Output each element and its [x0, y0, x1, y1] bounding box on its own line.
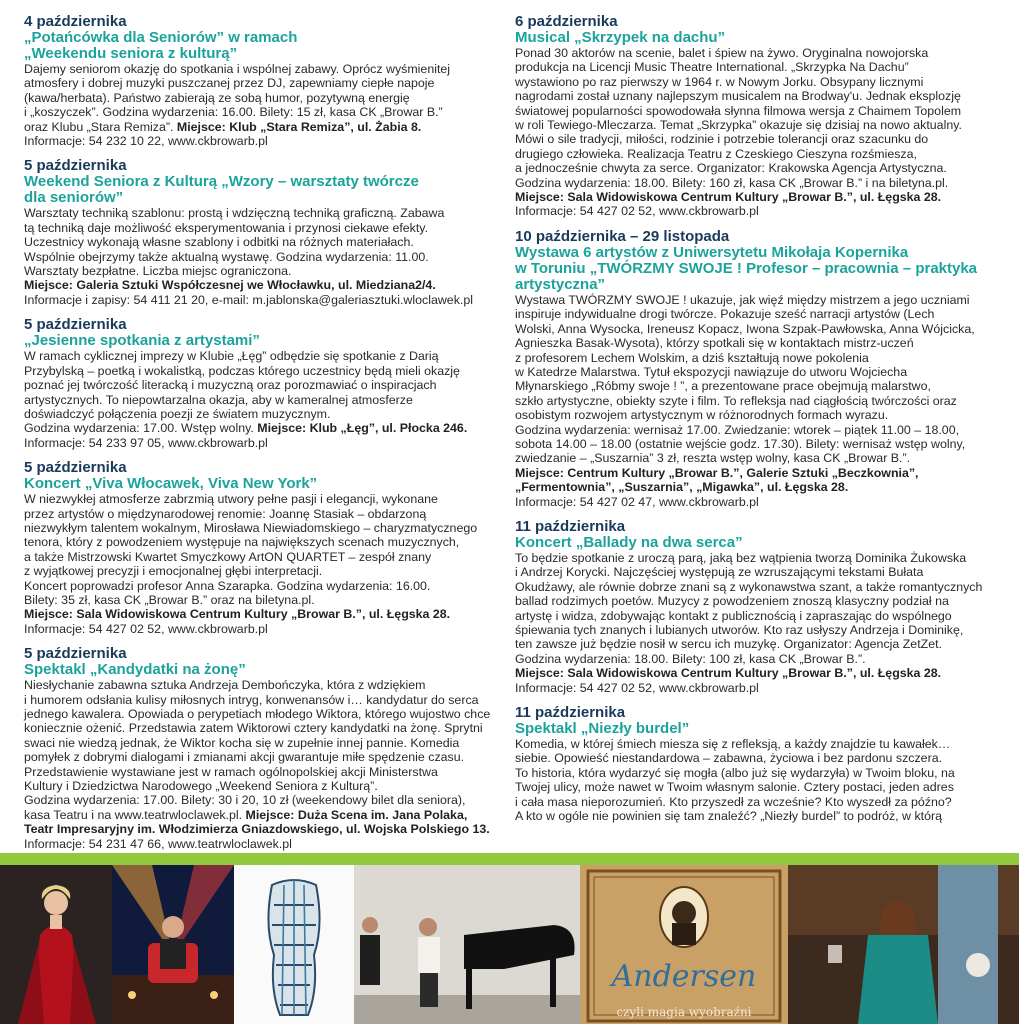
description-line: z profesorem Lechem Wolskim, a dziś kształtują nowe pokolenia [515, 350, 869, 365]
description-line: W ramach cyklicznej imprezy w Klubie „Łęg” odbędzie się spotkanie z Darią [24, 349, 439, 364]
event-date: 4 października [24, 13, 127, 30]
event-description [515, 551, 998, 695]
andersen-subtitle: czyli magia wyobraźni [616, 1005, 752, 1019]
photo-singer-red-dress [0, 865, 112, 1024]
event-place-line [24, 808, 494, 837]
description-line: niezwykłym talentem wokalnym, Mirosława Niewiadomskiego – charyzmatycznego [24, 520, 478, 535]
description-line: Przedstawienie wystawiane jest w ramach ogólnopolskiej akcji Ministerstwa [24, 764, 438, 779]
description-line: pomyłek z dobrymi dialogami i zmianami akcji gwarantuje miłe spędzenie czasu. [24, 750, 465, 765]
event-block [24, 14, 494, 148]
description-line: sobota 14.00 – 18.00 (ostatnie wejście godz. 17.30). Bilety: wernisaż wstęp wolny, [515, 436, 966, 451]
description-line: inspiruje indywidualne drogi twórcze. Pokazuje sześć narracji artystów (Lech [515, 307, 935, 322]
description-line: z wyjątkowej precyzji i emocjonalnej głębi interpretacji. [24, 564, 323, 579]
description-line: artystycznych. To niepowtarzalna okazja, aby w kameralnej atmosferze [24, 392, 413, 407]
place-prefix: Godzina wydarzenia: 17.00. Wstęp wolny. [24, 421, 258, 436]
event-block [515, 519, 998, 695]
event-date: 11 października [515, 704, 626, 722]
event-description [24, 678, 494, 851]
event-title: Musical „Skrzypek na dachu” [515, 29, 726, 46]
event-info: Informacje: 54 232 10 22, www.ckbrowarb.pl [24, 134, 268, 149]
description-line: zwiedzanie – „Suszarnia” 3 zł, reszta wstęp wolny, kasa CK „Browar B.”. [515, 451, 911, 466]
event-place: Miejsce: Sala Widowiskowa Centrum Kultury „Browar B.”, ul. Łęgska 28. [24, 607, 451, 622]
description-line: i Andrzej Korycki. Najczęściej występują ze wzruszającymi tekstami Bułata [515, 565, 924, 580]
description-line: osobistym rozwojem artystycznym w różnorodnych formach wyrazu. [515, 408, 889, 423]
event-date: 5 października [24, 316, 127, 334]
event-title: „Weekendu seniora z kulturą” [24, 45, 238, 62]
event-date: 5 października [24, 157, 127, 175]
event-place: Miejsce: Centrum Kultury „Browar B.”, Galerie Sztuki „Beczkownia”, „Fermentownia”, „Suszarnia”, „Migawka”, ul. Łęgska 28. [515, 465, 919, 495]
event-info: Informacje i zapisy: 54 411 21 20, e-mail: m.jablonska@galeriasztuki.wloclawek.pl [24, 292, 473, 307]
description-line: Bilety: 35 zł, kasa CK „Browar B.” oraz na biletyna.pl. [24, 592, 315, 607]
event-date: 6 października [515, 13, 618, 30]
description-line: atmosfery i dobrej muzyki puszczanej przez DJ, zapewniamy ciepłe napoje [24, 76, 435, 91]
description-line: szkło artystyczne, obiekty szyte i film. To refleksja nad ciągłością twórczości oraz [515, 393, 957, 408]
event-date: 5 października [24, 645, 127, 663]
event-title: Koncert „Ballady na dwa serca” [515, 533, 743, 551]
event-title: „Potańcówka dla Seniorów” w ramach [24, 29, 298, 46]
description-line: w roli Tewiego-Mleczarza. Temat „Skrzypka” okazuje się dzisiaj na nowo aktualny. [515, 118, 962, 133]
description-line: A kto w ogóle nie powinien się tam znaleźć? „Niezły burdel” to podróż, w którą [515, 809, 942, 824]
event-title: artystyczna” [515, 275, 606, 293]
description-line: Młynarskiego „Róbmy swoje ! ”, a prezentowane prace obejmują malarstwo, [515, 379, 931, 394]
description-line: Mówi o sile tradycji, miłości, rodzinie i potrzebie tolerancji oraz szacunku do [515, 132, 929, 147]
event-place: Miejsce: Sala Widowiskowa Centrum Kultury „Browar B.”, ul. Łęgska 28. [515, 190, 942, 205]
description-line: Okudżawy, ale równie dobrze znani są z wykonawstwa szant, a także romantycznych [515, 579, 983, 594]
description-line: Agnieszka Basak-Wysota), którzy spotkali się w kontaktach mistrz-uczeń [515, 336, 914, 351]
description-line: doświadczyć połączenia poezji ze światem muzycznym. [24, 406, 331, 421]
description-line: Wspólnie obejrzymy także aktualną wystawę. Godzina wydarzenia: 11.00. [24, 249, 429, 264]
event-place-line [24, 421, 494, 435]
green-divider [0, 853, 1019, 865]
description-line: a także Mistrzowski Kwartet Smyczkowy ArtON QUARTET – zespół znany [24, 549, 432, 564]
event-place: Miejsce: Klub „Łęg”, ul. Płocka 246. [257, 421, 468, 436]
photo-woman-green-suit [788, 865, 1019, 1024]
description-line: Niesłychanie zabawna sztuka Andrzeja Dembończyka, która z wdziękiem [24, 678, 426, 693]
description-line: siebie. Opowieść niestandardowa – zabawna, życiowa i bez pardonu szczera. [515, 751, 943, 766]
event-description [24, 492, 494, 636]
place-prefix: oraz Klubu „Stara Remiza”. [24, 119, 177, 134]
description-line: Godzina wydarzenia: wernisaż 17.00. Zwiedzanie: wtorek – piątek 11.00 – 18.00, [515, 422, 960, 437]
event-block [24, 646, 494, 851]
description-line: Wystawa TWÓRZMY SWOJE ! ukazuje, jak więź między mistrzem a jego uczniami [515, 292, 970, 307]
event-block [24, 460, 494, 636]
event-block [24, 158, 494, 307]
event-info: Informacje: 54 427 02 52, www.ckbrowarb.pl [24, 621, 268, 636]
event-place-line [24, 120, 494, 134]
event-title: Wystawa 6 artystów z Uniwersytetu Mikołaja Kopernika [515, 243, 909, 261]
description-line: ballad rodzimych poetów. Muzycy z powodzeniem znoszą klasyczny podział na [515, 594, 949, 609]
photo-stage-singer [112, 865, 234, 1024]
description-line: Koncert poprowadzi profesor Anna Szarapka. Godzina wydarzenia: 16.00. [24, 578, 431, 593]
event-date: 11 października [515, 517, 626, 535]
place-prefix: kasa Teatru i na www.teatrwloclawek.pl. [24, 807, 246, 822]
description-line: i „koszyczek”. Godzina wydarzenia: 16.00. Bilety: 15 zł, kasa CK „Browar B.” [24, 105, 443, 120]
description-line: Dajemy seniorom okazję do spotkania i wspólnej zabawy. Oprócz wyśmienitej [24, 62, 451, 76]
event-info: Informacje: 54 427 02 47, www.ckbrowarb.pl [515, 494, 759, 509]
description-line: wystawiono po raz pierwszy w 1964 r. w Nowym Jorku. Obsypany licznymi [515, 74, 924, 89]
description-line: drugiego człowieka. Realizacja Teatru z Czeskiego Cieszyna rozśmiesza, [515, 146, 917, 161]
description-line: W niezwykłej atmosferze zabrzmią utwory pełne pasji i elegancji, wykonane [24, 492, 438, 507]
right-column [515, 14, 998, 833]
photo-strip [0, 865, 1019, 1024]
description-line: artystę i widza, zdobywając kontakt z publicznością i zapraszając do wspólnego [515, 608, 952, 623]
description-line: Godzina wydarzenia: 18.00. Bilety: 100 zł, kasa CK „Browar B.”. [515, 651, 866, 666]
description-line: a jednocześnie chwyta za serce. Organizator: Krakowska Agencja Artystyczna. [515, 161, 947, 176]
event-title: Spektakl „Niezły burdel” [515, 720, 690, 738]
event-info: Informacje: 54 233 97 05, www.ckbrowarb.pl [24, 435, 268, 450]
event-block [515, 14, 998, 219]
description-line: tą techniką daje możliwość eksperymentowania i przynosi ciekawe efekty. [24, 220, 429, 235]
event-place-line [515, 466, 998, 495]
andersen-title: Andersen [611, 959, 757, 994]
event-info: Informacje: 54 427 02 52, www.ckbrowarb.pl [515, 204, 759, 219]
description-line: Wolski, Anna Wysocka, Ireneusz Kopacz, Iwona Szpak-Pawłowska, Anna Wójcicka, [515, 321, 975, 336]
event-place: Miejsce: Duża Scena im. Jana Polaka, Teatr Impresaryjny im. Włodzimierza Gniazdowskiego, ul. Wojska Polskiego 13. [24, 807, 490, 837]
description-line: Komedia, w której śmiech miesza się z refleksją, a każdy znajdzie tu kawałek… [515, 737, 951, 752]
description-line: śpiewania tych znanych i lubianych utworów. Kto raz usłyszy Andrzeja i Dominikę, [515, 623, 964, 637]
description-line: To będzie spotkanie z uroczą parą, jaką bez wątpienia tworzą Dominika Żukowska [515, 550, 967, 565]
description-line: Ponad 30 aktorów na scenie, balet i śpiew na żywo. Oryginalna nowojorska [515, 46, 929, 60]
description-line: i cała masa nieporozumień. Kto przyszedł za wcześnie? Kto wyszedł za późno? [515, 794, 952, 809]
description-line: Twojej ulicy, może nawet w Twoim własnym salonie. Cztery postaci, jeden adres [515, 780, 954, 795]
event-date: 5 października [24, 459, 127, 477]
description-line: ten zawsze już będzie nosił w sercu ich muzykę. Organizator: Agencja ZetZet. [515, 637, 942, 652]
description-line: światowej popularności spowodowała słynna filmowa wersja z Chaimem Topolem [515, 103, 962, 118]
event-block [515, 229, 998, 509]
description-line: Przybylską – poetką i wokalistką, podczas którego uczestnicy będą mieli okazję [24, 363, 460, 378]
description-line: Godzina wydarzenia: 17.00. Bilety: 30 i 20, 10 zł (weekendowy bilet dla seniora), [24, 793, 466, 808]
photo-andersen-poster [580, 865, 788, 1024]
description-line: Kultury i Dziedzictwa Narodowego „Weekend Seniora z Kulturą”. [24, 779, 378, 794]
event-title: „Jesienne spotkania z artystami” [24, 332, 260, 350]
description-line: poznać jej twórczość literacką i muzyczną oraz porozmawiać o inspiracjach [24, 378, 437, 393]
photo-piano-duo [354, 865, 580, 1024]
event-description [515, 46, 998, 219]
event-info: Informacje: 54 427 02 52, www.ckbrowarb.pl [515, 680, 759, 695]
description-line: (kawa/herbata). Państwo zabierają ze sobą humor, pozytywną energię [24, 90, 410, 105]
event-title: Spektakl „Kandydatki na żonę” [24, 661, 246, 679]
event-description [515, 737, 998, 823]
description-line: tenora, który z powodzeniem występuje na największych scenach muzycznych, [24, 535, 460, 550]
description-line: i humorem odsłania kulisy miłosnych intryg, konwenansów i… kandydatur do serca [24, 692, 479, 707]
event-block [24, 317, 494, 450]
description-line: To historia, która wydarzyć się mogła (albo już się wydarzyła) w Twoim bloku, na [515, 765, 955, 780]
description-line: Warsztaty bezpłatne. Liczba miejsc ograniczona. [24, 264, 292, 279]
description-line: Godzina wydarzenia: 18.00. Bilety: 160 zł, kasa CK „Browar B.” i na biletyna.pl. [515, 175, 949, 190]
event-title: Weekend Seniora z Kulturą „Wzory – warsztaty twórcze [24, 173, 419, 191]
event-place: Miejsce: Galeria Sztuki Współczesnej we Włocławku, ul. Miedziana2/4. [24, 278, 436, 293]
event-place-line [24, 278, 494, 292]
left-column [24, 14, 494, 861]
event-title: w Toruniu „TWÓRZMY SWOJE ! Profesor – pracownia – praktyka [515, 259, 978, 277]
event-block [515, 705, 998, 823]
event-place: Miejsce: Sala Widowiskowa Centrum Kultury „Browar B.”, ul. Łęgska 28. [515, 666, 942, 681]
event-description [515, 293, 998, 509]
event-description [24, 62, 494, 148]
event-place: Miejsce: Klub „Stara Remiza”, ul. Żabia 8. [176, 119, 422, 134]
description-line: swaci nie wiedzą jednak, że Wiktor kocha się w zupełnie innej pannie. Komedia [24, 735, 460, 750]
event-title: dla seniorów” [24, 189, 124, 207]
description-line: w Katedrze Malarstwa. Tytuł ekspozycji nawiązuje do utworu Wojciecha [515, 364, 908, 379]
photo-torso-sculpture [234, 865, 354, 1024]
description-line: przez artystów o międzynarodowej renomie: Joannę Stasiak – obdarzoną [24, 506, 427, 521]
event-place-line [515, 666, 998, 680]
description-line: Warsztaty techniką szablonu: prostą i wdzięczną techniką graficzną. Zabawa [24, 206, 445, 221]
event-place-line [24, 607, 494, 621]
event-description [24, 206, 494, 307]
event-info: Informacje: 54 231 47 66, www.teatrwloclawek.pl [24, 836, 292, 851]
description-line: produkcja na Licencji Music Theatre International. „Skrzypka Na Dachu” [515, 60, 909, 75]
description-line: jednego kawalera. Opowiada o perypetiach młodego Wiktora, którego wujostwo chce [24, 707, 491, 721]
event-description [24, 349, 494, 450]
description-line: nagrodami został uznany najlepszym musicalem na Brodway'u. Jednak eksplozję [515, 89, 961, 104]
description-line: koniecznie ożenić. Przedstawia zatem Wiktorowi cztery kandydatki na żonę. Sprytni [24, 721, 483, 736]
event-place-line [515, 190, 998, 204]
event-title: Koncert „Viva Włocawek, Viva New York” [24, 475, 318, 493]
event-date: 10 października – 29 listopada [515, 227, 730, 245]
description-line: Uczestnicy wykonają własne szablony i odbitki na różnych materiałach. [24, 235, 414, 250]
